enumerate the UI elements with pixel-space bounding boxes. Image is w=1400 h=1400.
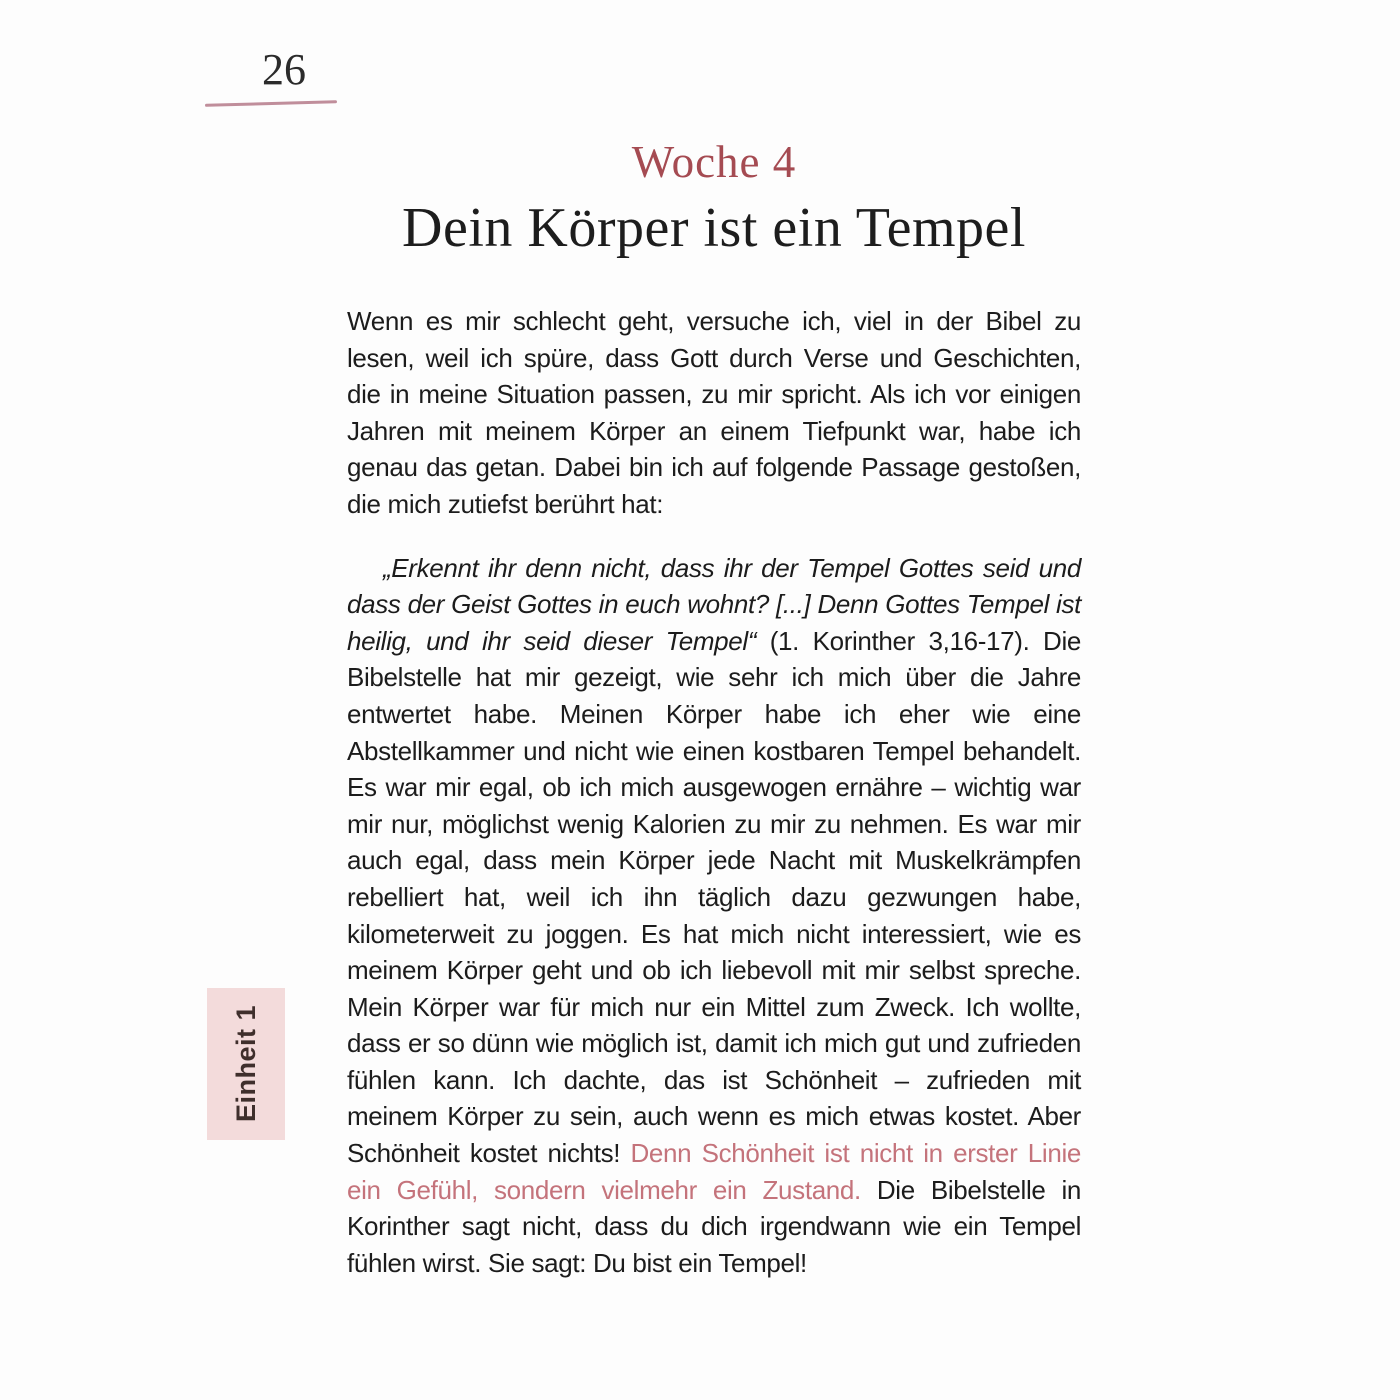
main-paragraph	[347, 550, 1081, 1282]
intro-paragraph: Wenn es mir schlecht geht, versuche ich, viel in der Bibel zu lesen, weil ich spüre, dass Gott durch Verse und Geschichten, die in meine Situation passen, zu mir spricht. Als ich vor einigen Jahren mit meinem Körper an einem Tiefpunkt war, habe ich genau das getan. Dabei bin ich auf folgende Passage gestoßen, die mich zutiefst berührt hat:	[347, 306, 1081, 519]
page-number-rule	[205, 100, 337, 107]
unit-tab	[207, 988, 285, 1140]
chapter-title: Dein Körper ist ein Tempel	[402, 196, 1026, 259]
week-label: Woche 4	[631, 137, 797, 187]
unit-tab-label: Einheit 1	[230, 1005, 261, 1123]
text-segment-normal: Die Bibelstelle in Korinther sagt nicht, dass du dich irgendwann wie ein Tempel fühlen wirst. Sie sagt: Du bist ein Tempel!	[347, 1174, 1082, 1278]
page-number: 26	[262, 45, 306, 94]
text-segment-highlight: Denn Schönheit ist nicht in erster Linie ein Gefühl, sondern vielmehr ein Zustand.	[347, 1138, 1081, 1205]
body-text	[347, 303, 1081, 1281]
text-segment-italic: „Erkennt ihr denn nicht, dass ihr der Tempel Gottes seid und dass der Geist Gottes in euch wohnt? [...] Denn Gottes Tempel ist heilig, und ihr seid dieser Tempel“	[347, 552, 1081, 656]
chapter-header	[347, 138, 1081, 259]
text-segment-normal: (1. Korinther 3,16-17). Die Bibelstelle hat mir gezeigt, wie sehr ich mich über die Jahre entwertet habe. Meinen Körper habe ich eher wie eine Abstellkammer und nicht wie einen kostbaren Tempel behandelt. Es war mir egal, ob ich mich ausgewogen ernähre – wichtig war mir nur, möglichst wenig Kalorien zu mir zu nehmen. Es war mir auch egal, dass mein Körper jede Nacht mit Muskelkrämpfen rebelliert hat, weil ich ihn täglich dazu gezwungen habe, kilometerweit zu joggen. Es hat mich nicht interessiert, wie es meinem Körper geht und ob ich liebevoll mit mir selbst spreche. Mein Körper war für mich nur ein Mittel zum Zweck. Ich wollte, dass er so dünn wie möglich ist, damit ich mich gut und zufrieden fühlen kann. Ich dachte, das ist Schönheit – zufrieden mit meinem Körper zu sein, auch wenn es mich etwas kostet. Aber Schönheit kostet nichts!	[347, 625, 1081, 1169]
